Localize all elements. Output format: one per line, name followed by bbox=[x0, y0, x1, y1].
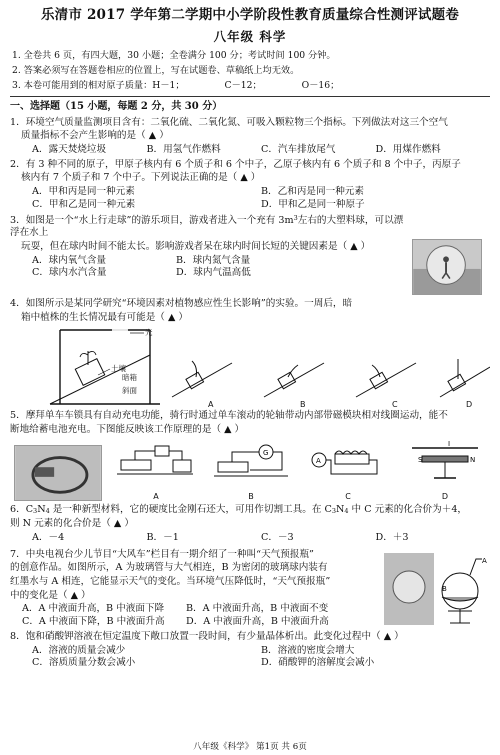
circuit-a-diagram bbox=[115, 440, 197, 488]
question-1: 1．环境空气质量监测项目含有：二氧化硫、二氧化氮、可吸入颗粒物三个指标。下列做法对这三个空气 质量指标不会产生影响的是（ ▲ ） A．露天焚烧垃圾 B．用氢气作燃料 C．汽车排放尾气 D．用煤作燃料 bbox=[10, 117, 490, 156]
option-a: A．－4 bbox=[32, 531, 65, 543]
choice-a-figure: A bbox=[115, 440, 197, 501]
svg-text:光: 光 bbox=[145, 327, 153, 337]
option-c: C．溶质质量分数会减小 bbox=[32, 657, 136, 669]
svg-text:土壤: 土壤 bbox=[111, 363, 126, 373]
option-c: C．A 中液面下降，B 中液面升高 bbox=[22, 616, 165, 628]
instruction-3: 3. 本卷可能用到的相对原子质量：H－1； C－12； O－16； bbox=[12, 80, 340, 92]
option-a: A．A 中液面升高，B 中液面下降 bbox=[22, 603, 165, 615]
svg-text:G: G bbox=[263, 448, 269, 457]
options-q1 bbox=[10, 144, 490, 156]
page-footer: 八年级《科学》 第1页 共 6页 bbox=[193, 742, 307, 752]
svg-text:S: S bbox=[418, 455, 423, 464]
svg-text:A: A bbox=[482, 556, 487, 565]
question-4: 4．如图所示是某同学研究“环境因素对植物感应性生长影响”的实验。一周后，暗 箱中植株的生长情况最有可能是（ ▲ ） 光 土壤 暗箱 斜面 A B C D bbox=[10, 298, 490, 406]
instruction-2: 2. 答案必须写在答题卷相应的位置上，写在试题卷、草稿纸上均无效。 bbox=[12, 64, 300, 76]
option-b: B．乙和丙是同一种元素 bbox=[261, 186, 364, 198]
q4-figures bbox=[10, 327, 490, 407]
question-2: 2．有 3 种不同的原子，甲原子核内有 6 个质子和 6 个中子，乙原子核内有 6 个质子和 8 个中子，丙原子 核内有 7 个质子和 7 个中子。下列说法正确的是（ ▲ ） A．甲和丙是同一种元素 B．乙和丙是同一种元素 C．甲和乙是同一种元素 D．甲和乙是同一种原子 bbox=[10, 159, 490, 211]
option-d: D．甲和乙是同一种原子 bbox=[261, 198, 365, 210]
electromagnet-c-diagram bbox=[305, 440, 391, 488]
option-d: D．A 中液面升高，B 中液面升高 bbox=[186, 616, 329, 628]
option-d: D．硝酸钾的溶解度会减小 bbox=[261, 657, 375, 669]
question-8: 8．饱和硝酸钾溶液在恒定温度下敞口放置一段时间，有少量晶体析出。此变化过程中（ ▲ ） A．溶液的质量会减少 B．溶液的密度会增大 C．溶质质量分数会减小 D．硝酸钾的溶解度会减小 bbox=[10, 631, 490, 669]
divider bbox=[10, 96, 490, 97]
choice-b-figure: G B bbox=[210, 440, 292, 501]
svg-text:B: B bbox=[300, 399, 306, 407]
instruction-1: 1. 全卷共 6 页，有四大题，30 小题；全卷满分 100 分；考试时间 100 分钟。 bbox=[12, 49, 336, 61]
option-c: C．球内水汽含量 bbox=[32, 267, 107, 279]
svg-text:I: I bbox=[448, 439, 451, 448]
instructions bbox=[10, 50, 490, 92]
svg-text:N: N bbox=[470, 455, 476, 464]
option-b: B．溶液的密度会增大 bbox=[261, 644, 355, 656]
option-a: A．露天焚烧垃圾 bbox=[32, 143, 107, 155]
option-b: B．－1 bbox=[146, 531, 179, 543]
svg-text:斜面: 斜面 bbox=[122, 385, 137, 395]
option-c: C．－3 bbox=[261, 531, 294, 543]
svg-text:B: B bbox=[442, 584, 447, 593]
exam-subtitle: 八年级 科学 bbox=[213, 29, 287, 45]
option-b: B．用氢气作燃料 bbox=[146, 143, 221, 155]
option-b: B．A 中液面升高，B 中液面不变 bbox=[186, 603, 329, 615]
option-c: C．甲和乙是同一种元素 bbox=[32, 198, 136, 210]
options-q7 bbox=[10, 603, 350, 627]
weather-bottle-figure bbox=[384, 553, 488, 627]
choice-c-figure: A C bbox=[305, 440, 391, 501]
options-q6 bbox=[10, 532, 490, 544]
question-6: 6．C3N4 是一种新型材料，它的硬度比金刚石还大，可用作切割工具。在 C3N4 中 C 元素的化合价为＋4， 则 N 元素的化合价是（ ▲ ） A．－4 B．－1 C．－3 D．＋3 bbox=[10, 504, 490, 543]
section-heading: 一、选择题（15 小题，每题 2 分，共 30 分） bbox=[10, 101, 223, 113]
svg-text:A: A bbox=[316, 456, 321, 465]
svg-text:A: A bbox=[208, 399, 214, 407]
svg-text:C: C bbox=[392, 399, 398, 407]
circuit-b-diagram bbox=[210, 440, 292, 488]
option-d: D．＋3 bbox=[375, 531, 409, 543]
option-b: B．球内氮气含量 bbox=[176, 254, 251, 266]
options-q3 bbox=[10, 255, 320, 279]
question-7: 7．中央电视台少儿节目“大风车”栏目有一期介绍了一种叫“天气预报瓶” 的创意作品。如图所示，A 为玻璃管与大气相连，B 为密闭的玻璃球内装有 红墨水与 A 相连，它能显示天气的变化。当环境气压降低时，“天气预报瓶” 中的变化是（ ▲ ） A．A 中液面升高，B 中液面下降 B．A 中液面升高，B 中液面不变 C．A 中液面下降，B 中液面升高 D．A 中液面升高，B 中液面升高 A B bbox=[10, 548, 487, 628]
water-ball-photo bbox=[412, 239, 482, 295]
bike-lock-photo bbox=[14, 445, 102, 501]
options-q8 bbox=[10, 645, 490, 669]
option-a: A．球内氧气含量 bbox=[32, 254, 107, 266]
svg-text:暗箱: 暗箱 bbox=[122, 372, 137, 382]
option-c: C．汽车排放尾气 bbox=[261, 143, 336, 155]
choice-d-figure: I S N D bbox=[404, 440, 486, 501]
option-a: A．溶液的质量会减少 bbox=[32, 644, 126, 656]
exam-title: 乐清市 2017 学年第二学期中小学阶段性教育质量综合性测评试题卷 bbox=[40, 7, 460, 23]
question-3: 3．如图是一个“水上行走球”的游乐项目，游戏者进入一个充有 $3m^3$左右的大塑料球，可以漂浮在水上 玩耍，但在球内时间不能太长。影响游戏者呆在球内时间长短的关键因素是（ ▲ ） A．球内氧气含量 B．球内氮气含量 C．球内水汽含量 D．球内气温高低 bbox=[10, 213, 490, 295]
q5-figures bbox=[10, 439, 490, 501]
option-d: D．用煤作燃料 bbox=[375, 143, 441, 155]
options-q2 bbox=[10, 186, 490, 210]
svg-text:D: D bbox=[466, 399, 473, 407]
plant-experiment-diagram bbox=[10, 327, 490, 407]
option-d: D．球内气温高低 bbox=[176, 267, 251, 279]
question-5: 5．摩拜单车车锁具有自动充电功能，骑行时通过单车滚动的轮轴带动内部带磁模块相对线圈运动，能不 断地给蓄电池充电。下图能反映该工作原理的是（ ▲ ） A G B A C I S N D bbox=[10, 410, 490, 501]
compass-d-diagram bbox=[404, 440, 486, 488]
option-a: A．甲和丙是同一种元素 bbox=[32, 186, 135, 198]
